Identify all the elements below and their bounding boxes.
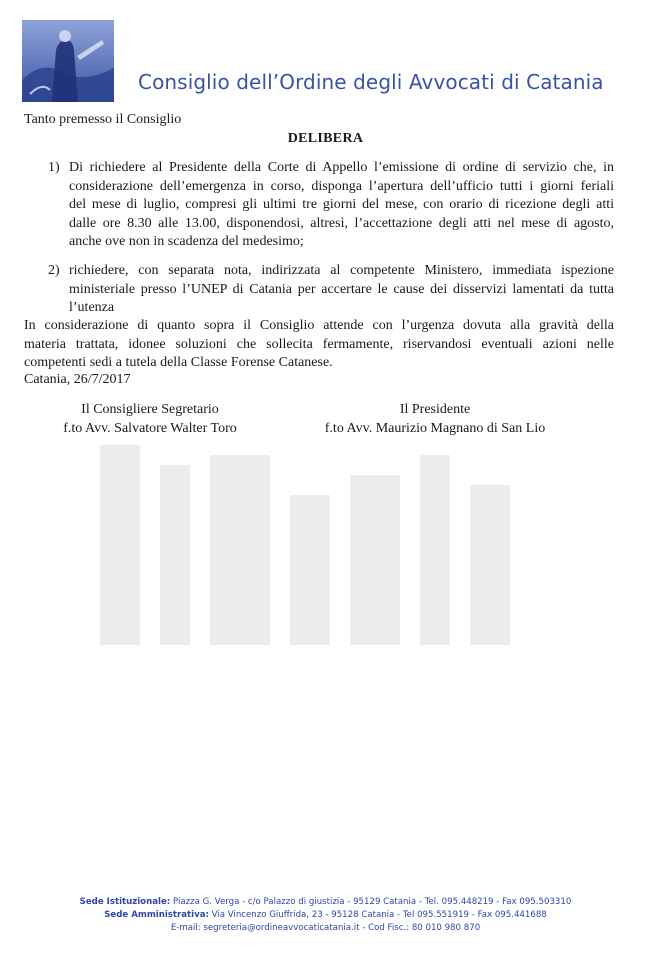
- closing-line: In considerazione di quanto sopra il Consiglio attende con l’urgenza dovuta alla gravità della: [24, 318, 614, 333]
- closing-paragraph: [24, 317, 614, 373]
- signature-title: Il Presidente: [399, 402, 471, 417]
- footer-label: Sede Istituzionale:: [79, 897, 171, 907]
- footer-text: Via Vincenzo Giuffrida, 23 - 95128 Catania - Tel 095.551919 - Fax 095.441688: [208, 910, 547, 920]
- item-2-line: l’utenza: [69, 300, 115, 316]
- intro-text: Tanto premesso il Consiglio: [24, 112, 182, 127]
- footer-text: Piazza G. Verga - c/o Palazzo di giustizia - 95129 Catania - Tel. 095.448219 - Fax 095.503310: [170, 897, 572, 907]
- item-1-line: considerazione dell’emergenza in corso, disponga l’apertura dell’ufficio tutti i giorni feriali: [69, 178, 614, 194]
- bar-association-logo: [22, 20, 114, 102]
- footer-line-institutional: [0, 896, 651, 909]
- footer-line-administrative: [0, 909, 651, 922]
- footer-contacts: [0, 896, 651, 935]
- item-1-line: dalle ore 8.30 alle 13.00, disponendosi, altresì, l’accettazione degli atti nel mese di agosto,: [69, 215, 614, 231]
- item-1-line: Di richiedere al Presidente della Corte di Appello l’emissione di ordine di servizio che, in: [69, 160, 614, 175]
- faint-watermark: [90, 435, 530, 660]
- closing-line: materia trattata, idonee soluzioni che sollecita fermamente, riservandosi eventuali azioni nelle: [24, 336, 614, 352]
- item-2-number: 2): [48, 263, 60, 278]
- organization-title: Consiglio dell’Ordine degli Avvocati di Catania: [138, 70, 604, 94]
- place-date: Catania, 26/7/2017: [24, 372, 131, 387]
- deliberation-heading: DELIBERA: [287, 131, 364, 146]
- footer-label: Sede Amministrativa:: [104, 910, 209, 920]
- item-2-text: [69, 262, 614, 318]
- item-2-line: ministeriale presso l’UNEP di Catania per accertare le cause dei disservizi lamentati da tutta: [69, 281, 614, 297]
- item-2-line: richiedere, con separata nota, indirizzata al competente Ministero, immediata ispezione: [69, 263, 614, 278]
- signature-title: Il Consigliere Segretario: [81, 402, 219, 417]
- item-1-number: 1): [48, 160, 60, 175]
- footer-line-email: E-mail: segreteria@ordineavvocaticatania.it - Cod Fisc.: 80 010 980 870: [170, 923, 481, 933]
- signature-president: [310, 401, 560, 438]
- signature-name: f.to Avv. Maurizio Magnano di San Lio: [324, 420, 546, 436]
- signature-secretary: [40, 401, 260, 438]
- item-1-line: anche ove non in scadenza del medesimo;: [69, 234, 304, 250]
- item-1-text: [69, 159, 614, 252]
- closing-line: competenti sedi a tutela della Classe Forense Catanese.: [24, 355, 333, 371]
- signature-name: f.to Avv. Salvatore Walter Toro: [63, 420, 237, 436]
- item-1-line: del mese di luglio, compresi gli ultimi tre giorni del mese, con orario di ricezione degli atti: [69, 197, 614, 213]
